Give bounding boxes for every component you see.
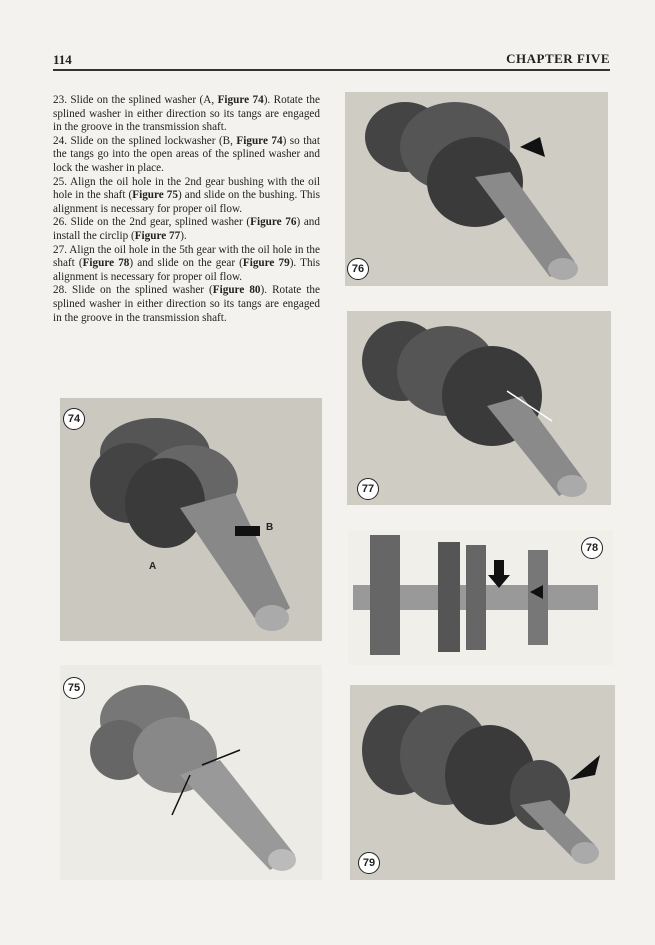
page-number: 114 <box>53 52 72 67</box>
step-26: 26. Slide on the 2nd gear, splined washer (Figure 76) and install the circlip (Figure 77). <box>53 216 320 242</box>
figure-number-76: 76 <box>347 258 369 280</box>
figure-74-photo <box>60 398 322 641</box>
figure-number-77: 77 <box>357 478 379 500</box>
figure-ref: Figure 74 <box>217 94 264 106</box>
figure-ref: Figure 76 <box>250 216 297 229</box>
gear-shaft-illustration <box>60 398 322 641</box>
figure-77-photo <box>347 311 611 505</box>
figure-number-75: 75 <box>63 677 85 699</box>
figure-ref: Figure 80 <box>212 284 261 297</box>
gear-shaft-illustration <box>348 530 613 665</box>
callout-label-b: B <box>266 522 274 533</box>
step-25: 25. Align the oil hole in the 2nd gear bushing with the oil hole in the shaft (Figure 75) and slide on the bushing. This alignment is necessary for proper oil flow. <box>53 175 320 215</box>
figure-76-photo <box>345 92 608 286</box>
body-text <box>53 94 320 325</box>
figure-75-photo <box>60 665 322 880</box>
header-rule <box>53 69 610 71</box>
callout-label-a: A <box>149 561 157 572</box>
step-24: 24. Slide on the splined lockwasher (B, Figure 74) so that the tangs go into the open areas of the splined washer and lock the washer in place. <box>53 134 320 174</box>
gear-shaft-illustration <box>347 311 611 505</box>
figure-ref: Figure 75 <box>132 189 178 202</box>
figure-ref: Figure 77 <box>134 229 181 242</box>
chapter-title: CHAPTER FIVE <box>506 51 610 66</box>
gear-shaft-illustration <box>345 92 608 286</box>
figure-number-79: 79 <box>358 852 380 874</box>
figure-79-photo <box>350 685 615 880</box>
figure-ref: Figure 79 <box>242 257 290 270</box>
gear-shaft-illustration <box>60 665 322 880</box>
gear-shaft-illustration <box>350 685 615 880</box>
figure-ref: Figure 78 <box>82 257 130 270</box>
step-27: 27. Align the oil hole in the 5th gear with the oil hole in the shaft (Figure 78) and slide on the gear (Figure 79). This alignment is necessary for proper oil flow. <box>53 243 321 283</box>
figure-ref: Figure 74 <box>236 134 283 147</box>
step-23: 23. Slide on the splined washer (A, Figure 74). Rotate the splined washer in either direction so its tangs are engaged in the groove in the transmission shaft. <box>53 94 320 134</box>
figure-number-78: 78 <box>581 537 603 559</box>
figure-78-photo <box>348 530 613 665</box>
figure-number-74: 74 <box>63 408 85 430</box>
step-28: 28. Slide on the splined washer (Figure 80). Rotate the splined washer in either direction so its tangs are engaged in the groove in the transmission shaft. <box>53 284 320 324</box>
